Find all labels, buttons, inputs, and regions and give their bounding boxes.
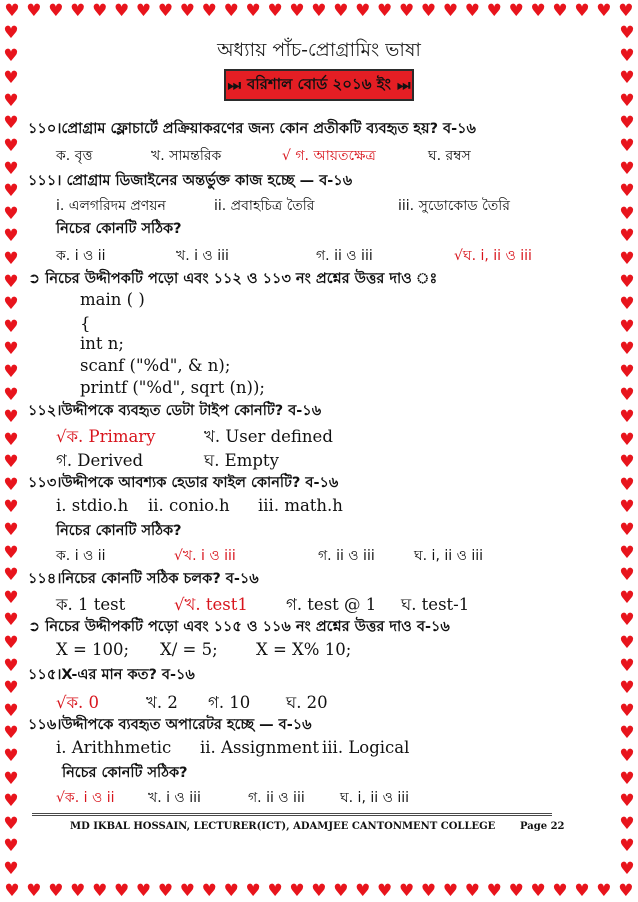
statement: i. এলগরিদম প্রণয়ন xyxy=(56,198,166,214)
heart-icon: ♥ xyxy=(619,113,635,134)
heart-icon: ♥ xyxy=(3,587,19,608)
heart-icon: ♥ xyxy=(3,316,19,337)
heart-icon: ♥ xyxy=(619,68,635,89)
expression: X = X% 10; xyxy=(256,640,352,659)
heart-icon: ♥ xyxy=(574,881,590,901)
heart-icon: ♥ xyxy=(618,1,634,21)
heart-icon: ♥ xyxy=(398,1,415,21)
heart-icon: ♥ xyxy=(574,1,590,21)
option: গ. ii ও iii xyxy=(318,548,375,564)
heart-icon: ♥ xyxy=(619,587,635,608)
statement: i. Arithhmetic xyxy=(56,738,172,757)
heart-icon: ♥ xyxy=(201,881,217,901)
heart-icon: ♥ xyxy=(3,610,19,631)
heart-icon: ♥ xyxy=(3,565,19,586)
option: খ. i ও iii xyxy=(148,790,201,806)
q112-options-row1 xyxy=(56,424,596,446)
footer xyxy=(70,821,565,832)
heart-icon: ♥ xyxy=(3,271,19,292)
heart-icon: ♥ xyxy=(135,881,152,901)
statement: iii. সুডোকোড তৈরি xyxy=(398,198,510,214)
statement: ii. প্রবাহচিত্র তৈরি xyxy=(214,198,315,214)
heart-icon: ♥ xyxy=(619,858,635,879)
question-114: ১১৪।নিচের কোনটি সঠিক চলক? ব-১৬ xyxy=(28,571,259,587)
heart-icon: ♥ xyxy=(619,678,635,699)
heart-icon: ♥ xyxy=(619,813,635,834)
heart-icon: ♥ xyxy=(289,1,305,21)
heart-icon: ♥ xyxy=(3,384,19,405)
option: ক. বৃত্ত xyxy=(56,148,93,164)
heart-icon: ♥ xyxy=(3,542,19,563)
option: গ. test @ 1 xyxy=(286,595,377,614)
heart-icon: ♥ xyxy=(486,881,502,901)
heart-icon: ♥ xyxy=(3,45,19,66)
option: গ. Derived xyxy=(56,451,144,470)
heart-icon: ♥ xyxy=(508,881,524,901)
option: খ. সামন্তরিক xyxy=(151,148,222,164)
question-110: ১১০।প্রোগ্রাম ফ্লোচার্টে প্রক্রিয়াকরণের জন্য কোন প্রতীকটি ব্যবহৃত হয়? ব-১৬ xyxy=(28,121,476,137)
q116-statements xyxy=(56,738,596,760)
heart-icon: ♥ xyxy=(92,1,108,21)
heart-icon: ♥ xyxy=(619,565,635,586)
heart-icon: ♥ xyxy=(619,339,635,360)
heart-icon: ♥ xyxy=(333,881,349,901)
heart-icon: ♥ xyxy=(398,881,415,901)
heart-icon: ♥ xyxy=(3,746,19,766)
heart-icon: ♥ xyxy=(113,1,130,21)
statement: iii. math.h xyxy=(258,496,343,515)
heart-icon: ♥ xyxy=(442,1,459,21)
q113-statements xyxy=(56,496,596,518)
heart-border-top xyxy=(0,0,638,22)
heart-icon: ♥ xyxy=(619,610,635,631)
expression: X/ = 5; xyxy=(160,640,218,659)
option: গ. ii ও iii xyxy=(316,248,373,264)
footer-author: MD IKBAL HOSSAIN, LECTURER(ICT), ADAMJEE CANTONMENT COLLEGE xyxy=(70,821,496,832)
heart-icon: ♥ xyxy=(596,881,612,901)
heart-icon: ♥ xyxy=(619,633,635,654)
heart-border-left xyxy=(0,22,22,880)
heart-icon: ♥ xyxy=(619,158,635,179)
code-line: { xyxy=(80,314,91,333)
heart-icon: ♥ xyxy=(355,881,371,901)
question-116: ১১৬।উদ্দীপকে ব্যবহৃত অপারেটর হচ্ছে — ব-১৬ xyxy=(28,717,312,733)
heart-icon: ♥ xyxy=(3,135,19,156)
heart-icon: ♥ xyxy=(3,723,19,744)
heart-icon: ♥ xyxy=(619,361,635,382)
heart-icon: ♥ xyxy=(486,1,502,21)
heart-icon: ♥ xyxy=(619,45,635,66)
heart-icon: ♥ xyxy=(3,497,19,518)
heart-icon: ♥ xyxy=(245,881,261,901)
option: ঘ. 20 xyxy=(286,693,328,712)
correct-option: √ঘ. i, ii ও iii xyxy=(454,248,532,264)
heart-icon: ♥ xyxy=(70,1,86,21)
heart-icon: ♥ xyxy=(3,678,19,699)
heart-icon: ♥ xyxy=(619,700,635,721)
heart-icon: ♥ xyxy=(3,113,19,134)
q114-options xyxy=(56,592,596,614)
heart-icon: ♥ xyxy=(377,1,393,21)
stem-expressions xyxy=(56,640,596,662)
heart-icon: ♥ xyxy=(552,881,568,901)
heart-icon: ♥ xyxy=(464,881,480,901)
heart-icon: ♥ xyxy=(3,474,19,495)
heart-icon: ♥ xyxy=(179,1,195,21)
option: ঘ. test-1 xyxy=(401,595,470,614)
footer-divider xyxy=(32,813,552,816)
heart-icon: ♥ xyxy=(26,1,42,21)
heart-icon: ♥ xyxy=(618,881,634,901)
heart-border-right xyxy=(616,22,638,880)
heart-icon: ♥ xyxy=(508,1,524,21)
code-line: scanf ("%d", & n); xyxy=(80,356,231,375)
heart-icon: ♥ xyxy=(3,700,19,721)
heart-icon: ♥ xyxy=(619,135,635,156)
heart-icon: ♥ xyxy=(48,1,64,21)
fast-forward-icon: ⏭ xyxy=(227,76,241,94)
heart-icon: ♥ xyxy=(619,203,635,224)
heart-icon: ♥ xyxy=(333,1,349,21)
heart-icon: ♥ xyxy=(619,497,635,518)
instruction-115-116: ➲ নিচের উদ্দীপকটি পড়ো এবং ১১৫ ও ১১৬ নং প্রশ্নের উত্তর দাও ব-১৬ xyxy=(28,619,450,635)
option: খ. i ও iii xyxy=(176,248,229,264)
heart-icon: ♥ xyxy=(619,226,635,247)
heart-icon: ♥ xyxy=(179,881,195,901)
page-number: Page 22 xyxy=(520,821,565,832)
correct-option: √ গ. আয়তক্ষেত্র xyxy=(282,148,376,164)
q112-options-row2 xyxy=(56,448,596,470)
q116-options xyxy=(56,786,596,806)
option: গ. 10 xyxy=(208,693,251,712)
heart-icon: ♥ xyxy=(619,542,635,563)
heart-icon: ♥ xyxy=(3,633,19,654)
heart-icon: ♥ xyxy=(4,881,20,901)
code-line: printf ("%d", sqrt (n)); xyxy=(80,378,265,397)
heart-icon: ♥ xyxy=(113,881,130,901)
heart-icon: ♥ xyxy=(3,429,19,450)
heart-icon: ♥ xyxy=(464,1,480,21)
heart-icon: ♥ xyxy=(267,881,283,901)
chapter-title: অধ্যায় পাঁচ-প্রোগ্রামিং ভাষা xyxy=(217,39,421,61)
q111-statements xyxy=(56,194,596,216)
heart-icon: ♥ xyxy=(3,836,19,857)
heart-icon: ♥ xyxy=(3,226,19,247)
statement: iii. Logical xyxy=(322,738,410,757)
heart-icon: ♥ xyxy=(3,520,19,541)
heart-icon: ♥ xyxy=(552,1,568,21)
heart-icon: ♥ xyxy=(245,1,261,21)
heart-icon: ♥ xyxy=(3,813,19,834)
heart-icon: ♥ xyxy=(201,1,217,21)
question-113: ১১৩।উদ্দীপকে আবশ্যক হেডার ফাইল কোনটি? ব-১৬ xyxy=(28,475,339,491)
heart-icon: ♥ xyxy=(3,68,19,89)
question-111: ১১১। প্রোগ্রাম ডিজাইনের অন্তর্ভুক্ত কাজ হচ্ছে — ব-১৬ xyxy=(28,173,353,189)
heart-icon: ♥ xyxy=(3,858,19,879)
heart-icon: ♥ xyxy=(619,768,635,789)
option: ঘ. i, ii ও iii xyxy=(414,548,483,564)
correct-option: √ক. Primary xyxy=(56,427,156,446)
statement: ii. conio.h xyxy=(148,496,230,515)
heart-icon: ♥ xyxy=(92,881,108,901)
heart-icon: ♥ xyxy=(619,452,635,473)
q111-prompt: নিচের কোনটি সঠিক? xyxy=(56,221,182,237)
heart-icon: ♥ xyxy=(619,271,635,292)
heart-icon: ♥ xyxy=(355,1,371,21)
option: গ. ii ও iii xyxy=(248,790,305,806)
heart-icon: ♥ xyxy=(619,181,635,202)
heart-icon: ♥ xyxy=(619,429,635,450)
board-label: বরিশাল বোর্ড ২০১৬ ইং xyxy=(246,74,392,93)
heart-icon: ♥ xyxy=(619,655,635,676)
option: খ. 2 xyxy=(146,693,178,712)
heart-icon: ♥ xyxy=(267,1,283,21)
heart-icon: ♥ xyxy=(619,384,635,405)
heart-icon: ♥ xyxy=(619,248,635,269)
q111-options xyxy=(56,244,596,264)
heart-icon: ♥ xyxy=(3,294,19,315)
arrow-circle-icon: ➲ xyxy=(28,619,41,635)
heart-icon: ♥ xyxy=(619,791,635,812)
expression: X = 100; xyxy=(56,640,130,659)
heart-icon: ♥ xyxy=(3,407,19,428)
q110-options xyxy=(56,144,596,164)
heart-icon: ♥ xyxy=(3,768,19,789)
heart-icon: ♥ xyxy=(3,452,19,473)
heart-icon: ♥ xyxy=(26,881,42,901)
option: ক. 1 test xyxy=(56,595,126,614)
heart-icon: ♥ xyxy=(3,90,19,111)
heart-icon: ♥ xyxy=(420,881,437,901)
heart-icon: ♥ xyxy=(3,361,19,382)
heart-icon: ♥ xyxy=(619,316,635,337)
heart-icon: ♥ xyxy=(420,1,437,21)
arrow-circle-icon: ➲ xyxy=(28,271,41,287)
correct-option: √খ. test1 xyxy=(174,595,248,614)
q115-options xyxy=(56,690,596,712)
correct-option: √ক. i ও ii xyxy=(56,790,115,806)
heart-icon: ♥ xyxy=(442,881,459,901)
heart-icon: ♥ xyxy=(4,1,20,21)
statement: i. stdio.h xyxy=(56,496,129,515)
heart-icon: ♥ xyxy=(3,181,19,202)
heart-icon: ♥ xyxy=(48,881,64,901)
heart-icon: ♥ xyxy=(619,520,635,541)
question-112: ১১২।উদ্দীপকে ব্যবহৃত ডেটা টাইপ কোনটি? ব-১৬ xyxy=(28,403,322,419)
q116-prompt: নিচের কোনটি সঠিক? xyxy=(62,765,188,781)
option: ক. i ও ii xyxy=(56,248,106,264)
heart-icon: ♥ xyxy=(157,1,174,21)
heart-icon: ♥ xyxy=(135,1,152,21)
heart-icon: ♥ xyxy=(3,339,19,360)
heart-icon: ♥ xyxy=(157,881,174,901)
heart-icon: ♥ xyxy=(223,1,239,21)
code-line: int n; xyxy=(80,334,124,353)
q113-prompt: নিচের কোনটি সঠিক? xyxy=(56,523,182,539)
board-badge xyxy=(224,69,414,101)
heart-icon: ♥ xyxy=(619,723,635,744)
correct-option: √ক. 0 xyxy=(56,693,100,712)
heart-icon: ♥ xyxy=(619,836,635,857)
option: ঘ. i, ii ও iii xyxy=(340,790,409,806)
heart-icon: ♥ xyxy=(3,203,19,224)
heart-icon: ♥ xyxy=(619,294,635,315)
heart-icon: ♥ xyxy=(530,881,546,901)
heart-icon: ♥ xyxy=(596,1,612,21)
fast-forward-icon: ⏭ xyxy=(397,76,411,94)
option: খ. User defined xyxy=(204,427,333,446)
heart-icon: ♥ xyxy=(70,881,86,901)
q113-options xyxy=(56,544,596,564)
statement: ii. Assignment xyxy=(200,738,320,757)
heart-icon: ♥ xyxy=(3,655,19,676)
heart-icon: ♥ xyxy=(311,1,327,21)
instruction-112-113: ➲ নিচের উদ্দীপকটি পড়ো এবং ১১২ ও ১১৩ নং প্রশ্নের উত্তর দাও ঃ xyxy=(28,271,438,287)
heart-icon: ♥ xyxy=(223,881,239,901)
heart-icon: ♥ xyxy=(619,746,635,766)
heart-icon: ♥ xyxy=(3,158,19,179)
heart-icon: ♥ xyxy=(377,881,393,901)
correct-option: √খ. i ও iii xyxy=(174,548,236,564)
heart-icon: ♥ xyxy=(530,1,546,21)
question-115: ১১৫।X-এর মান কত? ব-১৬ xyxy=(28,667,195,683)
heart-icon: ♥ xyxy=(619,474,635,495)
option: ঘ. রম্বস xyxy=(428,148,471,164)
heart-icon: ♥ xyxy=(289,881,305,901)
heart-border-bottom xyxy=(0,880,638,902)
heart-icon: ♥ xyxy=(3,248,19,269)
heart-icon: ♥ xyxy=(3,23,19,43)
heart-icon: ♥ xyxy=(3,791,19,812)
code-line: main ( ) xyxy=(80,290,145,309)
heart-icon: ♥ xyxy=(311,881,327,901)
option: ঘ. Empty xyxy=(204,451,279,470)
heart-icon: ♥ xyxy=(619,23,635,43)
heart-icon: ♥ xyxy=(619,407,635,428)
heart-icon: ♥ xyxy=(619,90,635,111)
option: ক. i ও ii xyxy=(56,548,106,564)
